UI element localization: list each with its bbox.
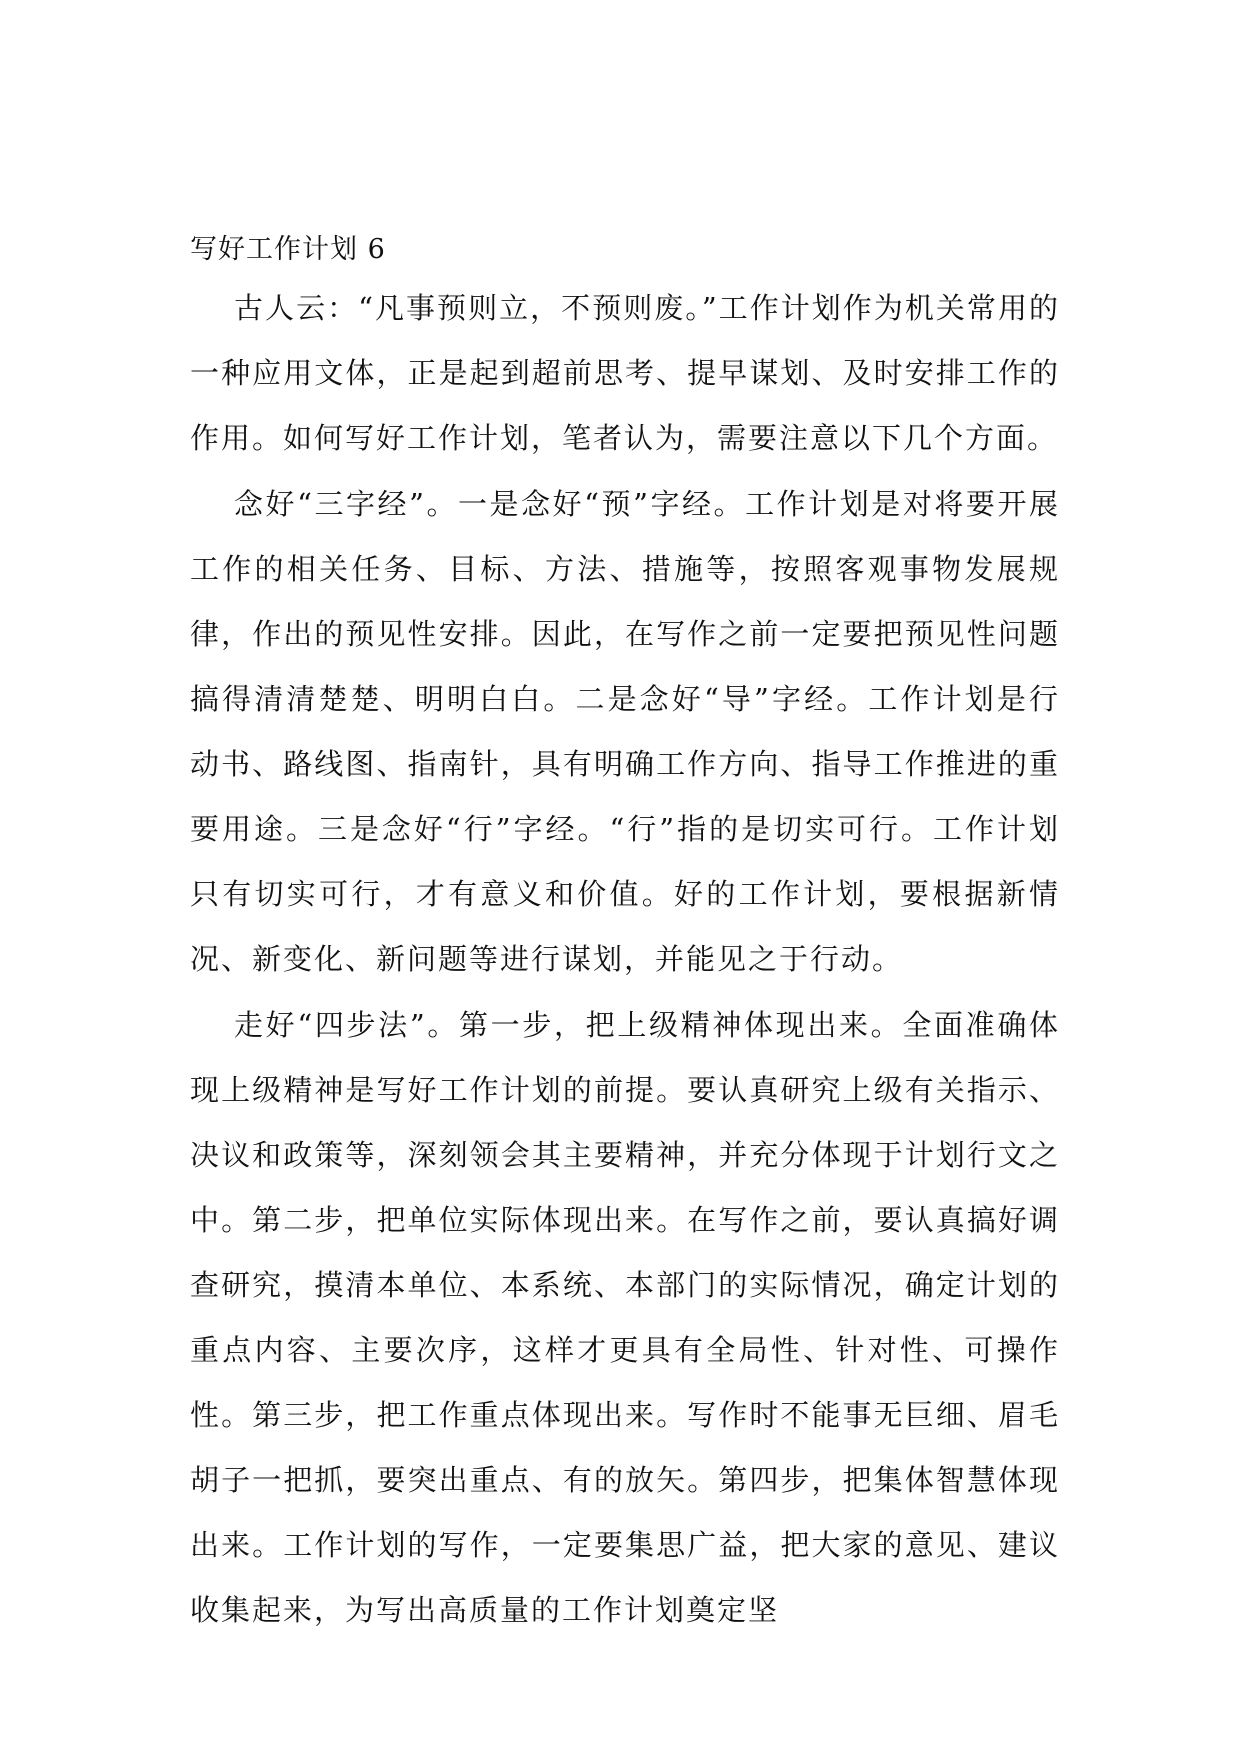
document-body bbox=[190, 224, 1060, 1643]
paragraph-intro: 古人云：“凡事预则立，不预则废。”工作计划作为机关常用的一种应用文体，正是起到超前思考、提早谋划、及时安排工作的作用。如何写好工作计划，笔者认为，需要注意以下几个方面。 bbox=[190, 291, 1060, 455]
paragraph-four-steps: 走好“四步法”。第一步，把上级精神体现出来。全面准确体现上级精神是写好工作计划的前提。要认真研究上级有关指示、决议和政策等，深刻领会其主要精神，并充分体现于计划行文之中。第二步，把单位实际体现出来。在写作之前，要认真搞好调查研究，摸清本单位、本系统、本部门的实际情况，确定计划的重点内容、主要次序，这样才更具有全局性、针对性、可操作性。第三步，把工作重点体现出来。写作时不能事无巨细、眉毛胡子一把抓，要突出重点、有的放矢。第四步，把集体智慧体现出来。工作计划的写作，一定要集思广益，把大家的意见、建议收集起来，为写出高质量的工作计划奠定坚 bbox=[190, 1008, 1060, 1627]
document-title: 写好工作计划 6 bbox=[190, 234, 386, 265]
paragraph-three-characters: 念好“三字经”。一是念好“预”字经。工作计划是对将要开展工作的相关任务、目标、方法、措施等，按照客观事物发展规律，作出的预见性安排。因此，在写作之前一定要把预见性问题搞得清清楚楚、明明白白。二是念好“导”字经。工作计划是行动书、路线图、指南针，具有明确工作方向、指导工作推进的重要用途。三是念好“行”字经。“行”指的是切实可行。工作计划只有切实可行，才有意义和价值。好的工作计划，要根据新情况、新变化、新问题等进行谋划，并能见之于行动。 bbox=[190, 487, 1060, 976]
